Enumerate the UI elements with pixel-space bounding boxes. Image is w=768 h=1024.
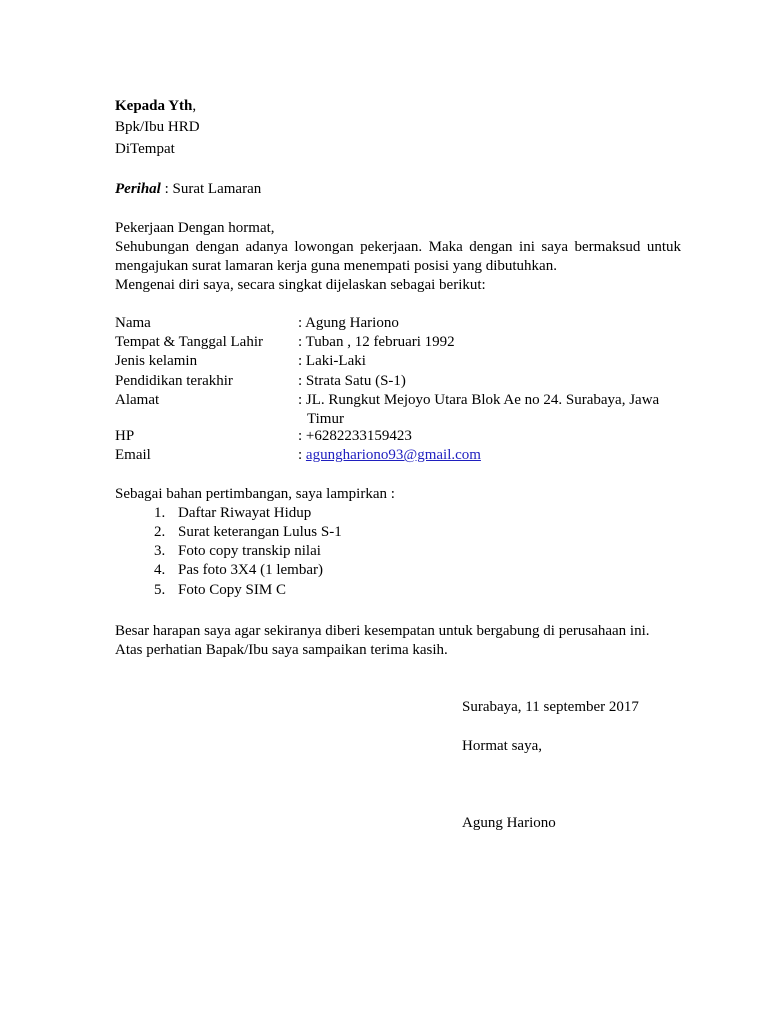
subject-line bbox=[115, 180, 261, 199]
field-value-alamat bbox=[298, 391, 688, 429]
signatory-name: Agung Hariono bbox=[462, 815, 556, 831]
attachment-number: 2. bbox=[154, 524, 166, 540]
paragraph-1-line-3: Mengenai diri saya, secara singkat dijelaskan sebagai berikut: bbox=[115, 277, 486, 293]
paragraph-1-line-1: Sehubungan dengan adanya lowongan pekerjaan. Maka dengan ini saya bermaksud untuk bbox=[115, 239, 681, 255]
regards: Hormat saya, bbox=[462, 738, 542, 754]
field-value-jenis-kelamin: : Laki-Laki bbox=[298, 353, 366, 369]
attachment-number: 3. bbox=[154, 543, 166, 559]
field-label-alamat: Alamat bbox=[115, 392, 160, 408]
attachment-number: 1. bbox=[154, 505, 166, 521]
field-value-hp: : +6282233159423 bbox=[298, 428, 412, 444]
alamat-line-1: : JL. Rungkut Mejoyo Utara Blok Ae no 24. Surabaya, Jawa bbox=[298, 392, 660, 408]
attachment-item: Daftar Riwayat Hidup bbox=[178, 505, 312, 521]
greeting: Pekerjaan Dengan hormat, bbox=[115, 220, 275, 236]
kepada-comma: , bbox=[192, 98, 197, 114]
attachments-intro: Sebagai bahan pertimbangan, saya lampirkan : bbox=[115, 486, 395, 502]
attachment-item: Surat keterangan Lulus S-1 bbox=[178, 524, 342, 540]
closing-line-1: Besar harapan saya agar sekiranya diberi kesempatan untuk bergabung di perusahaan ini. bbox=[115, 623, 650, 639]
field-label-pendidikan: Pendidikan terakhir bbox=[115, 373, 233, 389]
recipient-place: DiTempat bbox=[115, 141, 175, 157]
email-link[interactable]: agunghariono93@gmail.com bbox=[305, 447, 481, 463]
attachment-number: 5. bbox=[154, 582, 166, 598]
field-value-email bbox=[298, 446, 688, 465]
attachment-item: Pas foto 3X4 (1 lembar) bbox=[178, 562, 323, 578]
field-value-nama: : Agung Hariono bbox=[298, 315, 399, 331]
subject-value: : Surat Lamaran bbox=[160, 181, 262, 197]
closing-line-2: Atas perhatian Bapak/Ibu saya sampaikan terima kasih. bbox=[115, 642, 448, 658]
field-value-ttl: : Tuban , 12 februari 1992 bbox=[298, 334, 455, 350]
field-value-pendidikan: : Strata Satu (S-1) bbox=[298, 373, 406, 389]
field-label-hp: HP bbox=[115, 428, 135, 444]
salutation-line bbox=[115, 97, 196, 116]
kepada-label: Kepada Yth bbox=[115, 98, 193, 114]
place-date: Surabaya, 11 september 2017 bbox=[462, 699, 639, 715]
recipient: Bpk/Ibu HRD bbox=[115, 119, 200, 135]
alamat-line-2: Timur bbox=[307, 411, 344, 427]
paragraph-1-line-2: mengajukan surat lamaran kerja guna menempati posisi yang dibutuhkan. bbox=[115, 258, 557, 274]
field-label-ttl: Tempat & Tanggal Lahir bbox=[115, 334, 263, 350]
attachment-item: Foto Copy SIM C bbox=[178, 582, 286, 598]
field-label-jenis-kelamin: Jenis kelamin bbox=[115, 353, 198, 369]
attachment-number: 4. bbox=[154, 562, 166, 578]
email-prefix: : bbox=[298, 447, 306, 463]
subject-label: Perihal bbox=[115, 181, 161, 197]
attachment-item: Foto copy transkip nilai bbox=[178, 543, 321, 559]
field-label-nama: Nama bbox=[115, 315, 151, 331]
field-label-email: Email bbox=[115, 447, 151, 463]
